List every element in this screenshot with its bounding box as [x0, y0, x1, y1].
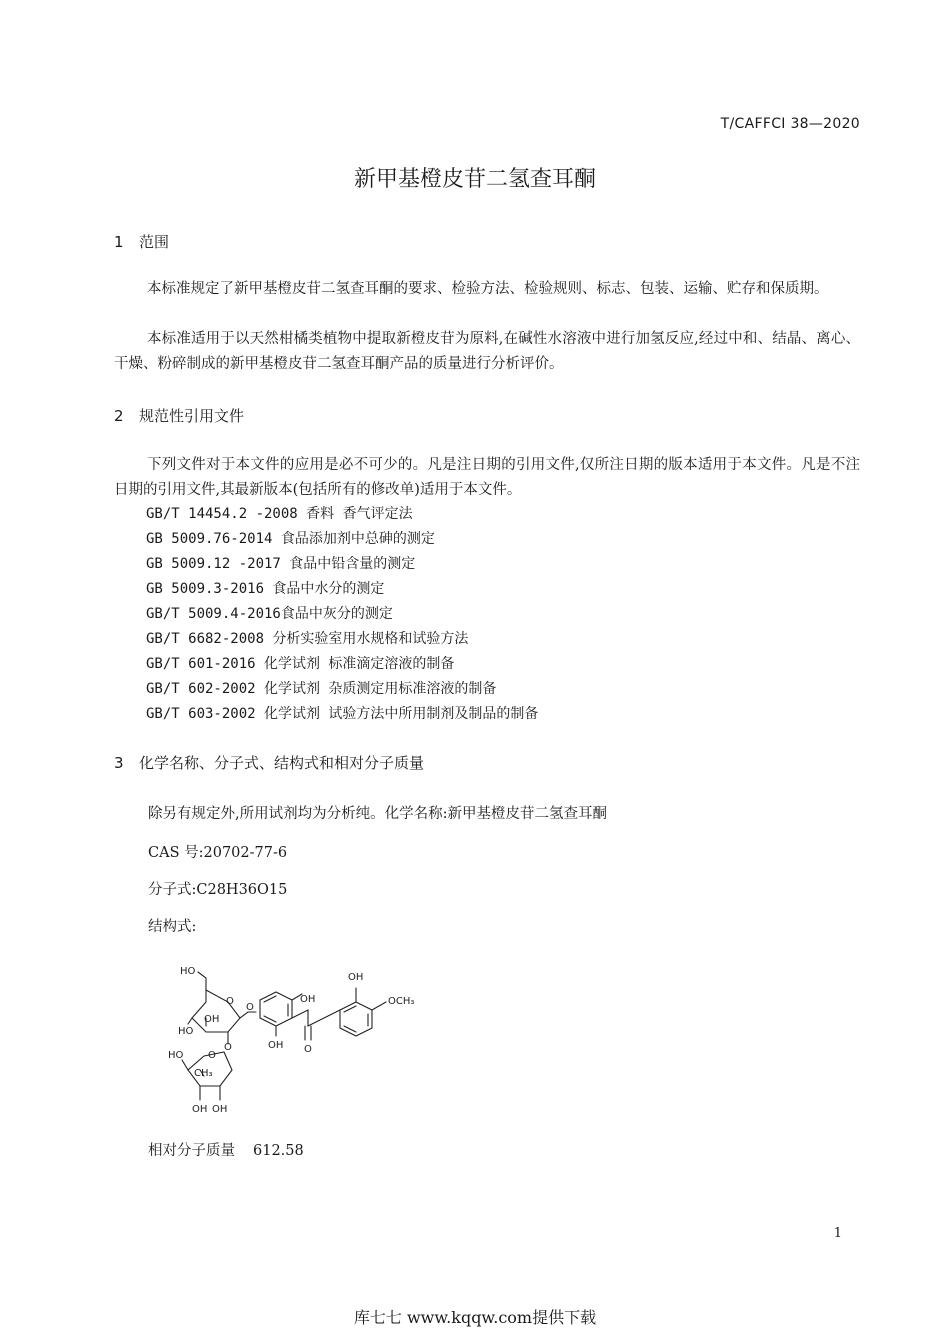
aromatic-ring-a-bonds [260, 992, 292, 1026]
footer-source: 库七七 www.kqqw.com提供下载 [353, 1308, 597, 1327]
glucose-ho-bond [188, 1018, 192, 1024]
label-oh-rhamnose-2: OH [212, 1104, 228, 1115]
label-ch3-rhamnose: CH₃ [194, 1068, 213, 1079]
section-1-title: 范围 [139, 233, 170, 251]
reference-item: GB/T 603-2002 化学试剂 试验方法中所用制剂及制品的制备 [146, 706, 539, 722]
molecular-mass-line [148, 1139, 304, 1160]
reference-item: GB/T 14454.2 -2008 香料 香气评定法 [146, 506, 413, 522]
chemical-name-line: 除另有规定外,所用试剂均为分析纯。化学名称:新甲基橙皮苷二氢查耳酮 [148, 806, 607, 822]
label-o-ketone: O [304, 1044, 312, 1055]
label-o-rhamnose-ring: O [208, 1050, 216, 1061]
reference-item: GB 5009.76-2014 食品添加剂中总砷的测定 [146, 531, 435, 547]
label-oh-ring-a-top: OH [300, 994, 316, 1005]
label-och3: OCH₃ [388, 996, 415, 1007]
label-ho-glucose: HO [178, 1026, 194, 1037]
label-oh-rhamnose-1: OH [192, 1104, 208, 1115]
structure-label: 结构式: [148, 919, 197, 935]
molecular-formula-line: 分子式:C28H36O15 [148, 882, 288, 898]
label-oh-ring-b: OH [348, 972, 364, 983]
reference-item: GB 5009.12 -2017 食品中铅含量的测定 [146, 556, 416, 572]
aromatic-ring-a-double-bonds [264, 996, 288, 1022]
label-o-interglycoside: O [224, 1042, 232, 1053]
reference-item: GB/T 5009.4-2016食品中灰分的测定 [146, 606, 393, 622]
scope-paragraph-1: 本标准规定了新甲基橙皮苷二氢查耳酮的要求、检验方法、检验规则、标志、包装、运输、贮存和保质期。 [147, 281, 829, 297]
label-oh-ring-a-bottom: OH [268, 1040, 284, 1051]
section-2-number: 2 [114, 407, 124, 425]
molecular-mass-label: 相对分子质量 [148, 1143, 235, 1159]
label-ho-ch2oh: HO [180, 966, 196, 977]
section-1-heading [114, 231, 169, 252]
section-3-heading [114, 752, 424, 773]
label-oh-glucose: OH [204, 1014, 220, 1025]
ketone-double-bond [305, 1026, 311, 1040]
structural-formula-diagram [160, 960, 430, 1120]
document-code: T/CAFFCI 38—2020 [720, 116, 860, 132]
section-2-title: 规范性引用文件 [139, 407, 245, 425]
aromatic-ring-b-bonds [340, 1002, 372, 1036]
label-o-glucose-ring: O [226, 996, 234, 1007]
rhamnose-oh-bonds [182, 1060, 220, 1100]
section-1-number: 1 [114, 233, 124, 251]
glucose-ch2oh-bond [198, 972, 206, 990]
reference-item: GB 5009.3-2016 食品中水分的测定 [146, 581, 385, 597]
aromatic-ring-b-double-bonds [344, 1006, 368, 1032]
section-3-title: 化学名称、分子式、结构式和相对分子质量 [139, 754, 425, 772]
label-ho-rhamnose: HO [168, 1050, 184, 1061]
normative-intro: 下列文件对于本文件的应用是必不可少的。凡是注日期的引用文件,仅所注日期的版本适用于本文件。凡是不注日期的引用文件,其最新版本(包括所有的修改单)适用于本文件。 [114, 457, 860, 498]
section-2-heading [114, 405, 244, 426]
aromatic-ring-b-substituent-bonds [356, 988, 386, 1010]
reference-item: GB/T 601-2016 化学试剂 标准滴定溶液的制备 [146, 656, 455, 672]
document-title: 新甲基橙皮苷二氢查耳酮 [353, 167, 596, 192]
label-o-glycoside-link: O [246, 1002, 254, 1013]
ketone-chain-bonds [292, 1010, 340, 1026]
cas-number-line: CAS 号:20702-77-6 [148, 845, 288, 861]
reference-item: GB/T 602-2002 化学试剂 杂质测定用标准溶液的制备 [146, 681, 497, 697]
reference-item: GB/T 6682-2008 分析实验室用水规格和试验方法 [146, 631, 469, 647]
molecular-mass-value: 612.58 [253, 1143, 304, 1159]
section-3-number: 3 [114, 754, 124, 772]
scope-paragraph-2: 本标准适用于以天然柑橘类植物中提取新橙皮苷为原料,在碱性水溶液中进行加氢反应,经过中和、结晶、离心、干燥、粉碎制成的新甲基橙皮苷二氢查耳酮产品的质量进行分析评价。 [114, 331, 860, 372]
page-number: 1 [833, 1226, 842, 1241]
